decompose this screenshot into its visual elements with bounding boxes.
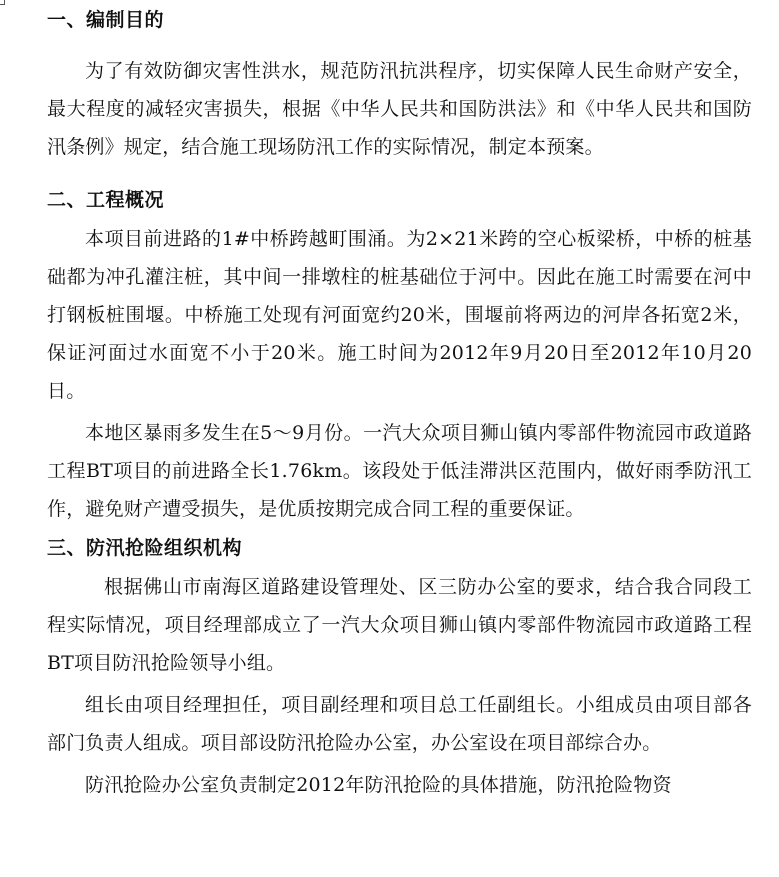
- paragraph-overview-bridge: 本项目前进路的1#中桥跨越町围涌。为2×21米跨的空心板梁桥，中桥的桩基础都为冲孔灌注桩，其中间一排墩柱的桩基础位于河中。因此在施工时需要在河中打钢板桩围堰。中桥施工处现有河面宽约20米，围堰前将两边的河岸各拓宽2米，保证河面过水面宽不小于20米。施工时间为2012年9月20日至2012年10月20日。: [47, 228, 752, 402]
- paragraph-organization-office: 防汛抢险办公室负责制定2012年防汛抢险的具体措施，防汛抢险物资: [85, 774, 672, 796]
- section-heading-organization: 三、防汛抢险组织机构: [47, 537, 243, 559]
- document-page: [47, 0, 752, 804]
- section-heading-overview: 二、工程概况: [47, 189, 165, 211]
- paragraph-purpose: 为了有效防御灾害性洪水，规范防汛抗洪程序，切实保障人民生命财产安全，最大程度的减轻灾害损失，根据《中华人民共和国防洪法》和《中华人民共和国防汛条例》规定，结合施工现场防汛工作的实际情况，制定本预案。: [47, 60, 752, 158]
- paragraph-overview-rainfall: 本地区暴雨多发生在5～9月份。一汽大众项目狮山镇内零部件物流园市政道路工程BT项目的前进路全长1.76km。该段处于低洼滞洪区范围内，做好雨季防汛工作，避免财产遭受损失，是优质按期完成合同工程的重要保证。: [47, 422, 752, 520]
- paragraph-organization-group: 根据佛山市南海区道路建设管理处、区三防办公室的要求，结合我合同段工程实际情况，项目经理部成立了一汽大众项目狮山镇内零部件物流园市政道路工程BT项目防汛抢险领导小组。: [47, 576, 752, 674]
- paragraph-organization-leader: 组长由项目经理担任，项目副经理和项目总工任副组长。小组成员由项目部各部门负责人组成。项目部设防汛抢险办公室，办公室设在项目部综合办。: [47, 694, 752, 754]
- page-corner-mark: [0, 0, 5, 5]
- section-heading-purpose: 一、编制目的: [47, 9, 165, 31]
